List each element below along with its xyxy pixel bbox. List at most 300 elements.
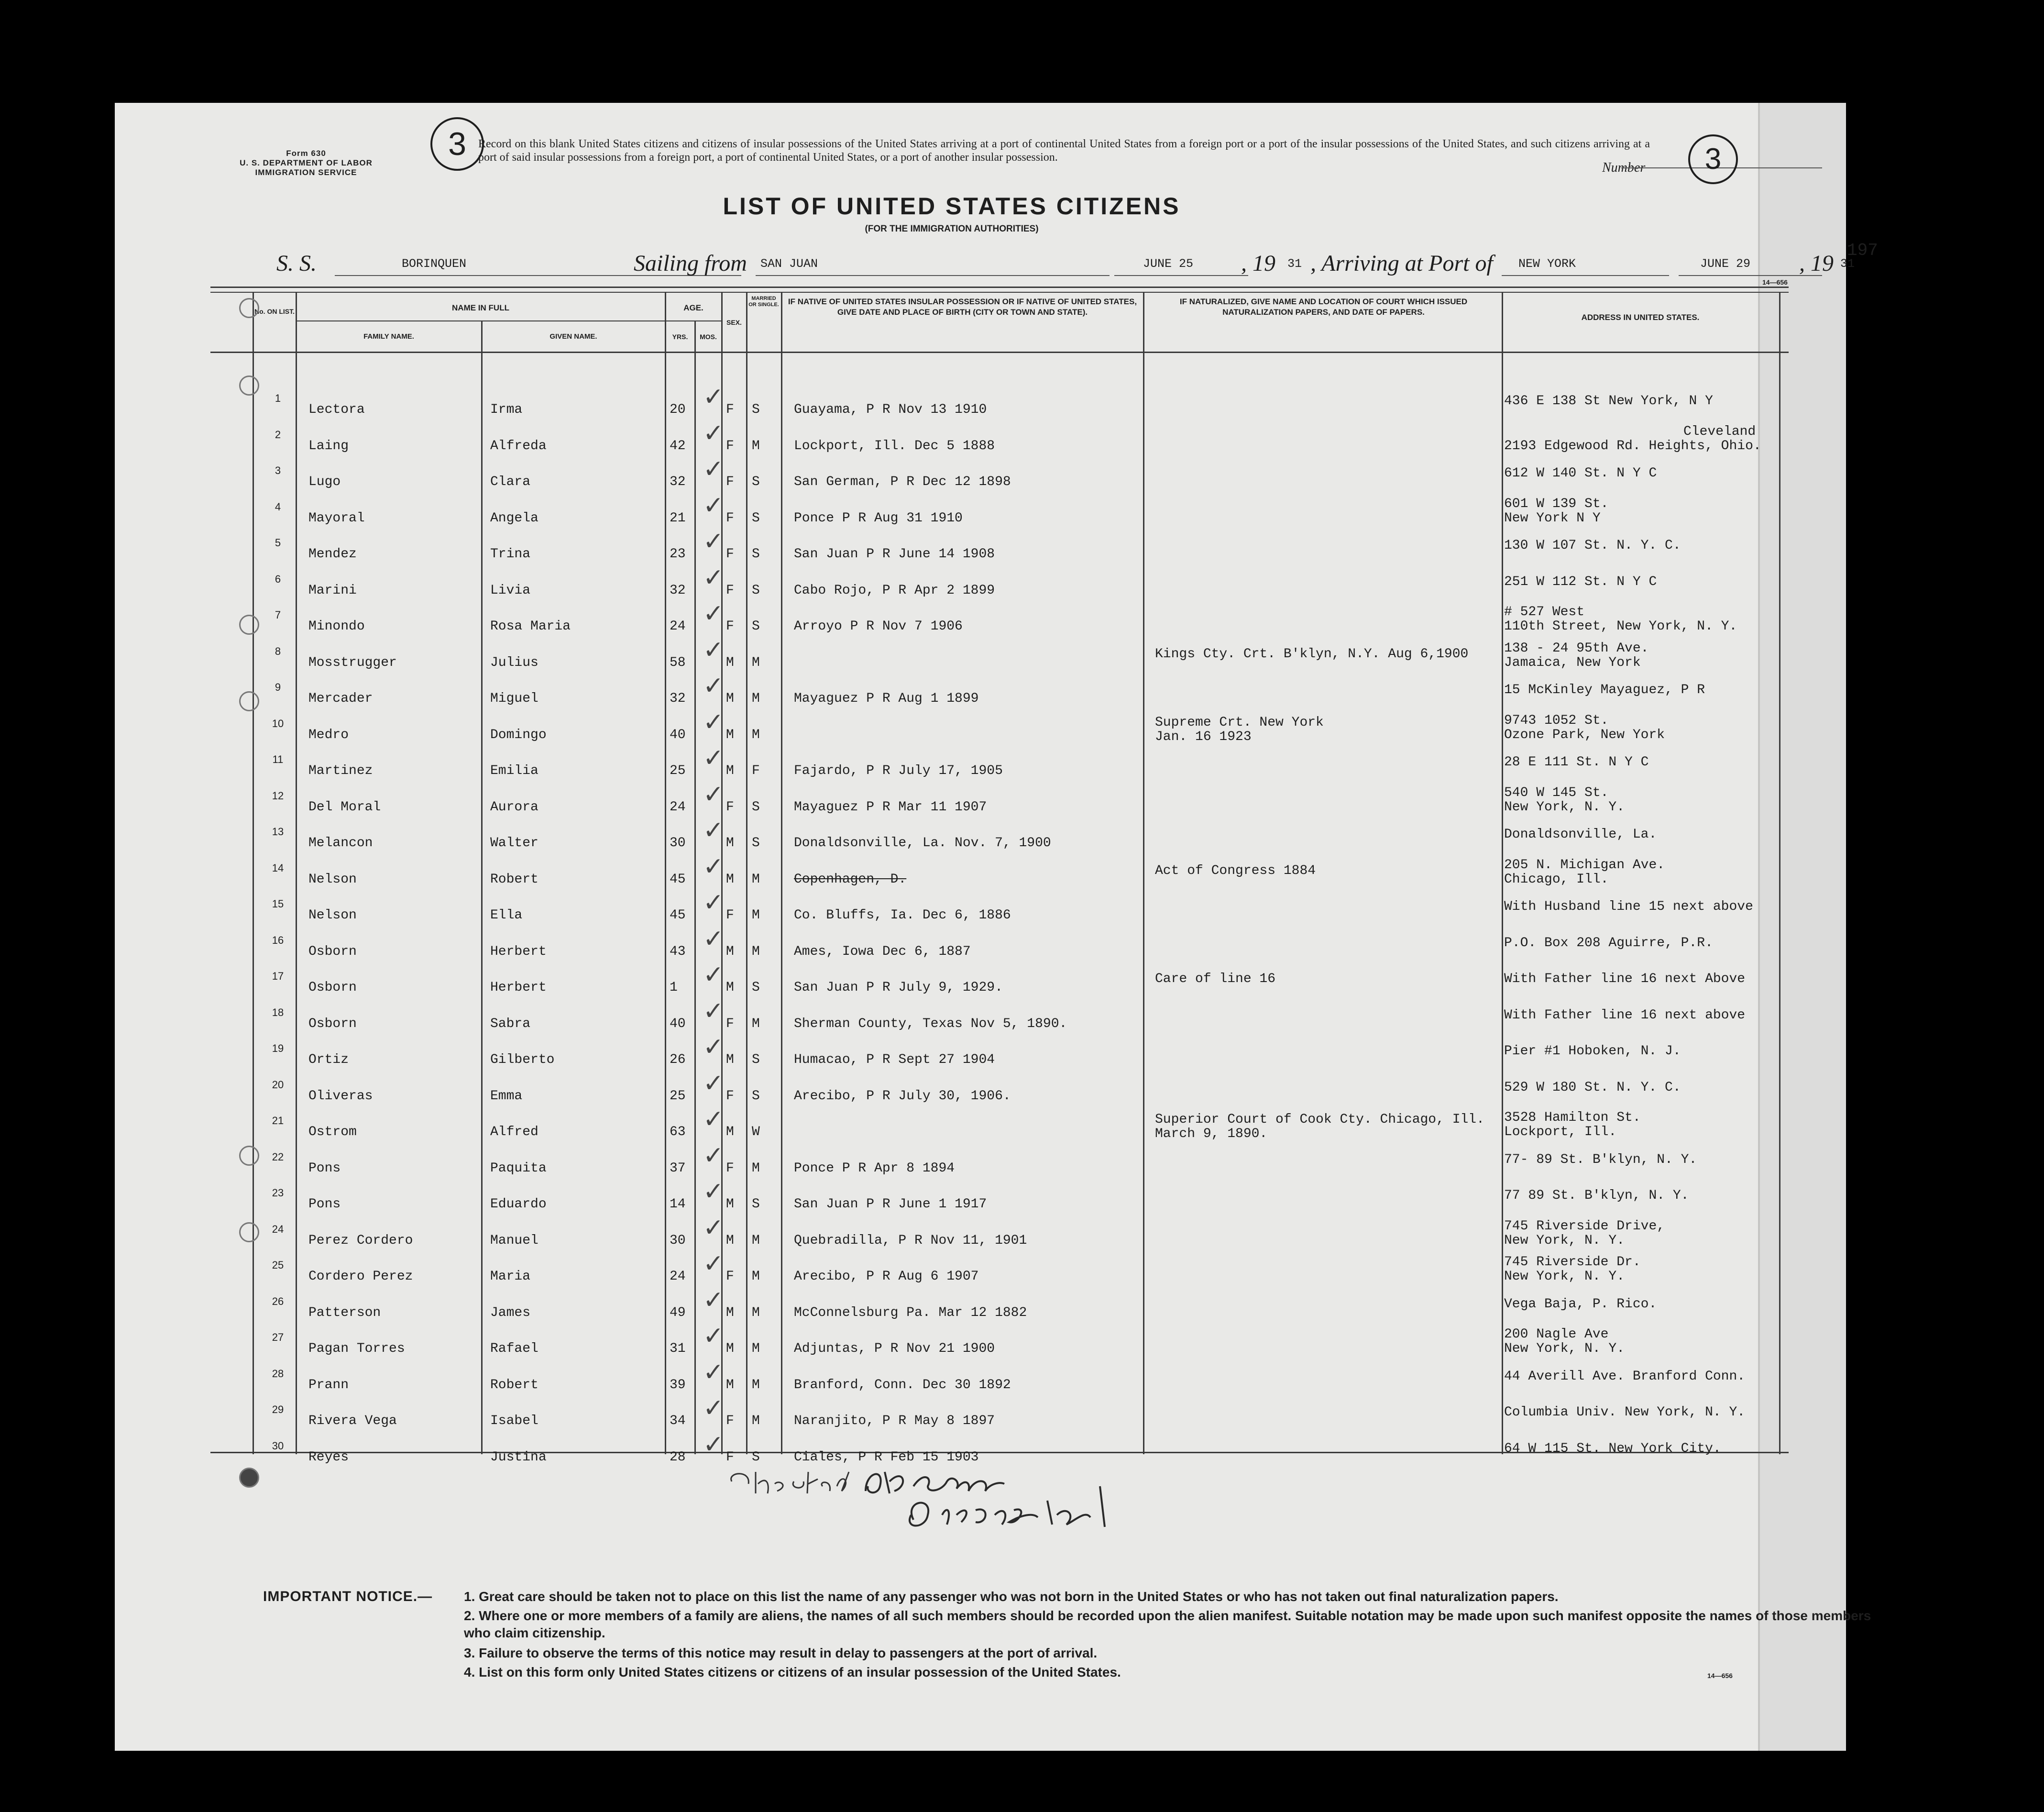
age-years: 14 xyxy=(670,1197,686,1212)
checkmark-icon: ✓ xyxy=(703,961,724,989)
form-identifier xyxy=(234,149,378,177)
age-years: 40 xyxy=(670,727,686,742)
age-years: 30 xyxy=(670,836,686,851)
place-date-of-birth: McConnelsburg Pa. Mar 12 1882 xyxy=(794,1305,1027,1320)
given-name: Domingo xyxy=(490,727,547,742)
family-name: Lugo xyxy=(308,475,341,489)
address-line-1: P.O. Box 208 Aguirre, P.R. xyxy=(1504,935,1713,950)
family-name: Nelson xyxy=(308,872,357,887)
from-underline xyxy=(756,275,1110,276)
sex: F xyxy=(726,402,734,417)
age-years: 39 xyxy=(670,1377,686,1392)
sex: M xyxy=(726,727,734,742)
family-name: Perez Cordero xyxy=(308,1233,413,1248)
marital-status: S xyxy=(752,836,760,851)
given-name: Emma xyxy=(490,1088,523,1104)
row-number: 20 xyxy=(272,1078,284,1091)
given-name: Manuel xyxy=(490,1233,538,1248)
header-place-of-birth: IF NATIVE OF UNITED STATES INSULAR POSSESSION OR IF NATIVE OF UNITED STATES, GIVE DATE AND PLACE OF BIRTH (CITY OR TOWN AND STATE). xyxy=(788,297,1137,317)
table-row xyxy=(115,491,1846,532)
address-line-1: Columbia Univ. New York, N. Y. xyxy=(1504,1405,1746,1420)
table-row xyxy=(115,996,1846,1038)
given-name: Clara xyxy=(490,475,531,489)
age-years: 24 xyxy=(670,619,686,634)
place-date-of-birth: Arecibo, P R Aug 6 1907 xyxy=(794,1269,979,1284)
place-date-of-birth: San German, P R Dec 12 1898 xyxy=(794,475,1011,489)
punch-ring xyxy=(239,1146,259,1166)
naturalization-court: Superior Court of Cook Cty. Chicago, Ill. xyxy=(1155,1112,1484,1127)
address-line-1: 529 W 180 St. N. Y. C. xyxy=(1504,1080,1681,1095)
marital-status: M xyxy=(752,1233,760,1248)
header-sex: SEX. xyxy=(726,319,742,326)
given-name: James xyxy=(490,1305,531,1320)
marital-status: F xyxy=(752,763,760,778)
row-number: 9 xyxy=(275,681,281,693)
binder-hole xyxy=(33,612,54,633)
naturalization-date: Jan. 16 1923 xyxy=(1155,729,1252,744)
header-bottom-rule xyxy=(210,352,1789,353)
family-name: Reyes xyxy=(308,1449,349,1465)
address-line-1: 77- 89 St. B'klyn, N. Y. xyxy=(1504,1152,1697,1167)
sex: F xyxy=(726,619,734,634)
row-number: 6 xyxy=(275,573,281,585)
address-line-2: New York, N. Y. xyxy=(1504,1341,1625,1356)
row-number: 28 xyxy=(272,1367,284,1380)
place-date-of-birth: Ames, Iowa Dec 6, 1887 xyxy=(794,944,971,959)
place-date-of-birth: Fajardo, P R July 17, 1905 xyxy=(794,763,1003,778)
address-line-1: 44 Averill Ave. Branford Conn. xyxy=(1504,1369,1746,1384)
family-name: Pons xyxy=(308,1160,341,1176)
sex: M xyxy=(726,944,734,959)
given-name: Irma xyxy=(490,402,523,417)
row-number: 23 xyxy=(272,1187,284,1199)
given-name: Livia xyxy=(490,583,531,598)
family-name: Osborn xyxy=(308,1016,357,1031)
row-number: 30 xyxy=(272,1439,284,1452)
age-years: 42 xyxy=(670,438,686,453)
name-subheader-rule xyxy=(296,320,665,321)
row-number: 5 xyxy=(275,537,281,549)
row-number: 13 xyxy=(272,826,284,838)
table-row xyxy=(115,635,1846,676)
family-name: Melancon xyxy=(308,836,373,851)
form-number: Form 630 xyxy=(286,149,326,158)
checkmark-icon: ✓ xyxy=(703,491,724,520)
place-date-of-birth: Ponce P R Apr 8 1894 xyxy=(794,1160,955,1176)
table-top-rule xyxy=(210,287,1789,288)
naturalization-court: Act of Congress 1884 xyxy=(1155,863,1316,878)
place-date-of-birth: San Juan P R July 9, 1929. xyxy=(794,980,1003,995)
age-years: 37 xyxy=(670,1160,686,1176)
address-line-1: 9743 1052 St. xyxy=(1504,713,1609,728)
family-name: Pons xyxy=(308,1197,341,1212)
age-years: 25 xyxy=(670,1088,686,1104)
marital-status: S xyxy=(752,1449,760,1465)
given-name: Aurora xyxy=(490,799,538,815)
notice-heading: IMPORTANT NOTICE.— xyxy=(263,1589,433,1604)
place-date-of-birth: Mayaguez P R Mar 11 1907 xyxy=(794,799,987,815)
given-name: Maria xyxy=(490,1269,531,1284)
table-row xyxy=(115,672,1846,712)
punch-ring xyxy=(239,615,259,635)
address-line-2: Jamaica, New York xyxy=(1504,655,1641,670)
checkmark-icon: ✓ xyxy=(703,563,724,592)
given-name: Robert xyxy=(490,1377,538,1392)
sex: M xyxy=(726,763,734,778)
table-row xyxy=(115,816,1846,857)
header-naturalization: IF NATURALIZED, GIVE NAME AND LOCATION OF COURT WHICH ISSUED NATURALIZATION PAPERS, AND DATE OF PAPERS. xyxy=(1179,297,1468,317)
sex: F xyxy=(726,1449,734,1465)
checkmark-icon: ✓ xyxy=(703,852,724,881)
row-number: 2 xyxy=(275,428,281,441)
place-date-of-birth: Ponce P R Aug 31 1910 xyxy=(794,510,963,526)
arriving-label: , Arriving at Port of xyxy=(1310,251,1493,276)
table-row xyxy=(115,1249,1846,1290)
marital-status: M xyxy=(752,944,760,959)
row-number: 15 xyxy=(272,898,284,910)
family-name: Oliveras xyxy=(308,1088,373,1104)
header-no: No. ON LIST. xyxy=(254,308,295,315)
row-number: 21 xyxy=(272,1115,284,1127)
ship-name: BORINQUEN xyxy=(402,257,467,271)
marital-status: S xyxy=(752,583,760,598)
family-name: Ortiz xyxy=(308,1052,349,1067)
address-line-1: Vega Baja, P. Rico. xyxy=(1504,1296,1657,1312)
given-name: Miguel xyxy=(490,691,538,706)
place-date-of-birth: Co. Bluffs, Ia. Dec 6, 1886 xyxy=(794,908,1011,923)
checkmark-icon: ✓ xyxy=(703,1069,724,1098)
arrive-date: JUNE 29 xyxy=(1700,257,1751,271)
given-name: Emilia xyxy=(490,763,538,778)
sex: F xyxy=(726,438,734,453)
marital-status: S xyxy=(752,1197,760,1212)
age-years: 23 xyxy=(670,547,686,562)
header-yrs: YRS. xyxy=(672,333,688,341)
marital-status: W xyxy=(752,1125,760,1139)
row-number: 25 xyxy=(272,1259,284,1271)
table-row xyxy=(115,1141,1846,1182)
page-stamp-number: 197 xyxy=(1847,241,1878,260)
address-line-1: 745 Riverside Drive, xyxy=(1504,1218,1665,1234)
address-line-2: 2193 Edgewood Rd. Heights, Ohio. xyxy=(1504,438,1761,453)
age-years: 32 xyxy=(670,691,686,706)
age-years: 28 xyxy=(670,1449,686,1465)
family-name: Nelson xyxy=(308,908,357,923)
family-name: Ostrom xyxy=(308,1125,357,1139)
address-line-1: Cleveland xyxy=(1683,424,1756,439)
age-years: 20 xyxy=(670,402,686,417)
sex: M xyxy=(726,1125,734,1139)
notice-item-2: 2. Where one or more members of a family are aliens, the names of all such members should be recorded upon the alien manifest. Suitable notation may be made upon such manifest opposite the names of those members who claim citizenship. xyxy=(464,1608,1871,1640)
circled-page-number: 3 xyxy=(430,117,484,171)
age-years: 26 xyxy=(670,1052,686,1067)
address-line-2: New York, N. Y. xyxy=(1504,1233,1625,1248)
binder-hole xyxy=(33,364,54,385)
age-years: 30 xyxy=(670,1233,686,1248)
binder-hole xyxy=(33,431,54,452)
row-number: 19 xyxy=(272,1042,284,1054)
punch-ring xyxy=(239,1222,259,1242)
inspector-signature xyxy=(722,1458,1248,1539)
address-line-1: 601 W 139 St. xyxy=(1504,496,1609,511)
family-name: Del Moral xyxy=(308,799,381,815)
address-line-1: 64 W 115 St. New York City. xyxy=(1504,1441,1721,1456)
to-port-underline xyxy=(1502,275,1669,276)
place-date-of-birth: Lockport, Ill. Dec 5 1888 xyxy=(794,438,995,453)
age-years: 58 xyxy=(670,655,686,670)
table-row xyxy=(115,961,1846,1001)
place-date-of-birth: Copenhagen, D. xyxy=(794,872,907,887)
given-name: Sabra xyxy=(490,1016,531,1031)
binder-hole xyxy=(33,679,54,700)
table-row xyxy=(115,888,1846,929)
address-line-2: New York N Y xyxy=(1504,510,1601,526)
row-number: 7 xyxy=(275,609,281,621)
checkmark-icon: ✓ xyxy=(703,672,724,700)
family-name: Martinez xyxy=(308,763,373,778)
address-line-1: With Husband line 15 next above xyxy=(1504,899,1753,914)
sex: F xyxy=(726,547,734,562)
sailing-from-label: Sailing from xyxy=(634,251,747,276)
family-name: Osborn xyxy=(308,944,357,959)
given-name: Paquita xyxy=(490,1160,547,1176)
family-name: Lectora xyxy=(308,402,365,417)
marital-status: M xyxy=(752,727,760,742)
place-date-of-birth: Branford, Conn. Dec 30 1892 xyxy=(794,1377,1011,1392)
address-line-1: 15 McKinley Mayaguez, P R xyxy=(1504,683,1705,697)
place-date-of-birth: San Juan P R June 14 1908 xyxy=(794,547,995,562)
punch-ring xyxy=(239,298,259,318)
table-top-rule-2 xyxy=(210,292,1789,293)
row-number: 17 xyxy=(272,970,284,982)
sex: F xyxy=(726,799,734,815)
marital-status: M xyxy=(752,1377,760,1392)
table-row xyxy=(115,1213,1846,1254)
table-row xyxy=(115,1069,1846,1110)
row-number: 24 xyxy=(272,1223,284,1235)
place-date-of-birth: Cabo Rojo, P R Apr 2 1899 xyxy=(794,583,995,598)
marital-status: M xyxy=(752,1016,760,1031)
binder-hole xyxy=(33,1141,54,1162)
marital-status: S xyxy=(752,619,760,634)
given-name: Robert xyxy=(490,872,538,887)
table-row xyxy=(115,924,1846,965)
punch-ring xyxy=(239,1468,259,1488)
address-line-1: 540 W 145 St. xyxy=(1504,785,1609,800)
sail-date-underline xyxy=(1114,275,1248,276)
marital-status: S xyxy=(752,1052,760,1067)
place-date-of-birth: Donaldsonville, La. Nov. 7, 1900 xyxy=(794,836,1051,851)
place-date-of-birth: Mayaguez P R Aug 1 1899 xyxy=(794,691,979,706)
table-row xyxy=(115,563,1846,604)
address-line-1: 251 W 112 St. N Y C xyxy=(1504,574,1657,589)
checkmark-icon: ✓ xyxy=(703,1033,724,1061)
row-number: 8 xyxy=(275,645,281,657)
checkmark-icon: ✓ xyxy=(703,707,724,737)
form-instructions: Record on this blank United States citizens and citizens of insular possessions of the United States arriving at a port of continental United States from a foreign port or a port of the insular possessions of the United States, and such citizens arriving at a port of said insular possessions from a foreign port, a port of continental United States, or a port of another insular possession. xyxy=(478,138,1650,164)
address-line-1: 130 W 107 St. N. Y. C. xyxy=(1504,538,1681,553)
sex: F xyxy=(726,583,734,598)
family-name: Pagan Torres xyxy=(308,1341,405,1356)
family-name: Rivera Vega xyxy=(308,1414,397,1428)
age-years: 1 xyxy=(670,980,678,995)
place-date-of-birth: San Juan P R June 1 1917 xyxy=(794,1197,987,1212)
age-years: 49 xyxy=(670,1305,686,1320)
family-name: Laing xyxy=(308,438,349,453)
address-line-1: 612 W 140 St. N Y C xyxy=(1504,466,1657,481)
sail-year: 31 xyxy=(1287,257,1302,271)
table-row xyxy=(115,1322,1846,1362)
family-name: Patterson xyxy=(308,1305,381,1320)
checkmark-icon: ✓ xyxy=(703,1322,724,1350)
age-years: 63 xyxy=(670,1125,686,1139)
given-name: Justina xyxy=(490,1449,547,1465)
given-name: Trina xyxy=(490,547,531,562)
sex: F xyxy=(726,475,734,489)
sex: F xyxy=(726,1414,734,1428)
header-given-name: GIVEN NAME. xyxy=(549,332,597,341)
sex: M xyxy=(726,1305,734,1320)
table-row xyxy=(115,780,1846,821)
given-name: Julius xyxy=(490,655,538,670)
place-date-of-birth: Adjuntas, P R Nov 21 1900 xyxy=(794,1341,995,1356)
marital-status: S xyxy=(752,547,760,562)
address-line-1: 745 Riverside Dr. xyxy=(1504,1255,1641,1270)
checkmark-icon: ✓ xyxy=(703,1141,724,1170)
table-row xyxy=(115,527,1846,568)
given-name: Eduardo xyxy=(490,1197,547,1212)
address-line-1: With Father line 16 next above xyxy=(1504,1007,1746,1023)
table-row xyxy=(115,744,1846,784)
marital-status: M xyxy=(752,438,760,453)
family-name: Prann xyxy=(308,1377,349,1392)
place-date-of-birth: Naranjito, P R May 8 1897 xyxy=(794,1414,995,1428)
sex: M xyxy=(726,1197,734,1212)
sex: M xyxy=(726,691,734,706)
page-subtitle: (FOR THE IMMIGRATION AUTHORITIES) xyxy=(865,224,1039,234)
header-family-name: FAMILY NAME. xyxy=(363,332,414,341)
checkmark-icon: ✓ xyxy=(703,1105,724,1134)
punch-ring xyxy=(239,691,259,711)
signature-scribble xyxy=(722,1458,1248,1539)
checkmark-icon: ✓ xyxy=(703,635,724,664)
header-mos: MOS. xyxy=(700,333,717,341)
row-number: 18 xyxy=(272,1006,284,1018)
family-name: Mendez xyxy=(308,547,357,562)
age-years: 24 xyxy=(670,1269,686,1284)
row-number: 16 xyxy=(272,934,284,946)
sail-date: JUNE 25 xyxy=(1143,257,1194,271)
address-line-1: # 527 West xyxy=(1504,605,1585,619)
address-line-1: Pier #1 Hoboken, N. J. xyxy=(1504,1044,1681,1059)
naturalization-court: Kings Cty. Crt. B'klyn, N.Y. Aug 6,1900 xyxy=(1155,646,1469,662)
place-date-of-birth: Arroyo P R Nov 7 1906 xyxy=(794,619,963,634)
given-name: Walter xyxy=(490,836,538,851)
row-number: 12 xyxy=(272,789,284,802)
given-name: Herbert xyxy=(490,980,547,995)
checkmark-icon: ✓ xyxy=(703,996,724,1026)
sex: M xyxy=(726,980,734,995)
given-name: Alfred xyxy=(490,1125,538,1139)
age-years: 34 xyxy=(670,1414,686,1428)
table-row xyxy=(115,707,1846,749)
number-label: Number xyxy=(1602,160,1646,175)
marital-status: M xyxy=(752,1269,760,1284)
table-row xyxy=(115,1394,1846,1435)
checkmark-icon: ✓ xyxy=(703,888,724,917)
place-date-of-birth: Guayama, P R Nov 13 1910 xyxy=(794,402,987,417)
address-line-1: 200 Nagle Ave xyxy=(1504,1327,1609,1342)
address-line-2: 110th Street, New York, N. Y. xyxy=(1504,619,1737,634)
age-years: 32 xyxy=(670,583,686,598)
header-age: AGE. xyxy=(683,303,703,312)
address-line-1: 138 - 24 95th Ave. xyxy=(1504,641,1649,656)
arrive-year-prefix: , 19 xyxy=(1799,251,1834,276)
sex: M xyxy=(726,872,734,887)
page-title: LIST OF UNITED STATES CITIZENS xyxy=(723,193,1181,220)
checkmark-icon: ✓ xyxy=(703,1430,724,1459)
checkmark-icon: ✓ xyxy=(703,924,724,953)
family-name: Minondo xyxy=(308,619,365,634)
given-name: Ella xyxy=(490,908,523,923)
checkmark-icon: ✓ xyxy=(703,1285,724,1315)
row-number: 27 xyxy=(272,1331,284,1343)
naturalization-date: March 9, 1890. xyxy=(1155,1127,1268,1141)
checkmark-icon: ✓ xyxy=(703,383,724,411)
age-years: 45 xyxy=(670,872,686,887)
row-number: 1 xyxy=(275,392,281,404)
sex: M xyxy=(726,1341,734,1356)
table-row xyxy=(115,1033,1846,1073)
checkmark-icon: ✓ xyxy=(703,1213,724,1242)
sex: M xyxy=(726,655,734,670)
row-number: 29 xyxy=(272,1403,284,1415)
sex: F xyxy=(726,1160,734,1176)
place-date-of-birth: Sherman County, Texas Nov 5, 1890. xyxy=(794,1016,1067,1031)
given-name: Angela xyxy=(490,510,538,526)
marital-status: S xyxy=(752,475,760,489)
naturalization-court: Care of line 16 xyxy=(1155,972,1276,986)
table-row xyxy=(115,455,1846,496)
table-row xyxy=(115,599,1846,640)
age-years: 25 xyxy=(670,763,686,778)
marital-status: M xyxy=(752,872,760,887)
given-name: Gilberto xyxy=(490,1052,555,1067)
address-line-1: 205 N. Michigan Ave. xyxy=(1504,857,1665,873)
binder-hole xyxy=(33,1217,54,1238)
age-years: 31 xyxy=(670,1341,686,1356)
small-form-code: 14—656 xyxy=(1762,278,1788,286)
marital-status: M xyxy=(752,691,760,706)
family-name: Mercader xyxy=(308,691,373,706)
given-name: Alfreda xyxy=(490,438,547,453)
address-line-1: 77 89 St. B'klyn, N. Y. xyxy=(1504,1188,1689,1203)
notice-item-3: 3. Failure to observe the terms of this notice may result in delay to passengers at the port of arrival. xyxy=(464,1646,1098,1660)
age-subheader-rule xyxy=(665,320,721,321)
given-name: Rosa Maria xyxy=(490,619,571,634)
row-number: 26 xyxy=(272,1295,284,1307)
circled-number: 3 xyxy=(1688,134,1738,184)
family-name: Osborn xyxy=(308,980,357,995)
sex: F xyxy=(726,510,734,526)
ss-label: S. S. xyxy=(276,251,317,276)
row-number: 3 xyxy=(275,464,281,476)
row-number: 11 xyxy=(272,753,284,765)
address-line-2: New York, N. Y. xyxy=(1504,1269,1625,1284)
marital-status: M xyxy=(752,1341,760,1356)
place-date-of-birth: Humacao, P R Sept 27 1904 xyxy=(794,1052,995,1067)
checkmark-icon: ✓ xyxy=(703,780,724,809)
